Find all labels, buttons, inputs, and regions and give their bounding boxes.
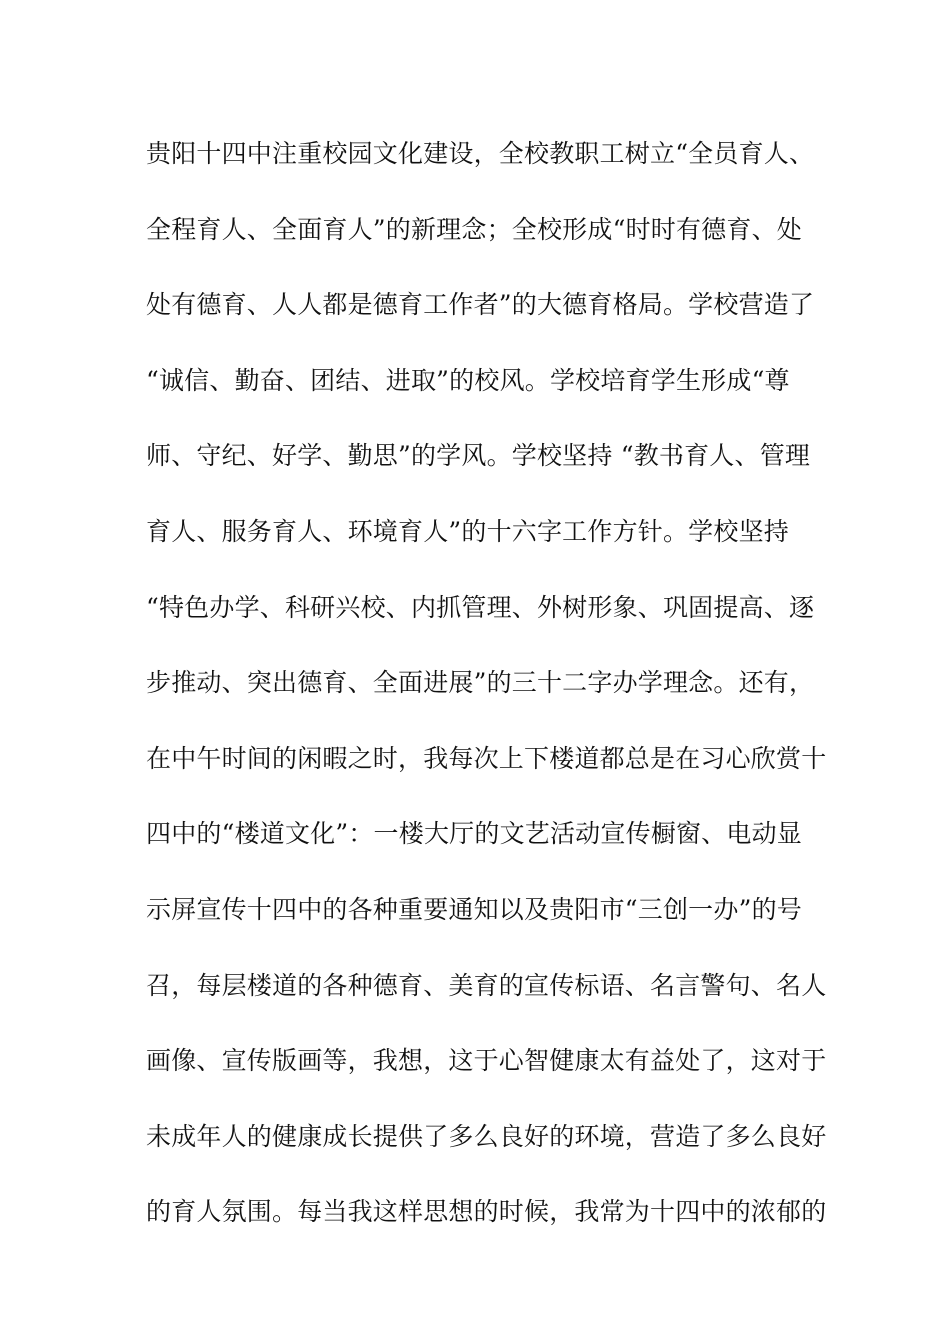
text-line: 示屏宣传十四中的各种重要通知以及贵阳市“三创一办”的号 — [146, 894, 802, 924]
text-line: 育人、服务育人、环境育人”的十六字工作方针。学校坚持 — [146, 516, 789, 546]
text-line: “诚信、勤奋、团结、进取”的校风。学校培育学生形成“尊 — [146, 365, 790, 395]
text-line: “特色办学、科研兴校、内抓管理、外树形象、巩固提高、逐 — [146, 592, 815, 622]
text-line: 贵阳十四中注重校园文化建设，全校教职工树立“全员育人、 — [146, 139, 815, 168]
text-line: 在中午时间的闲暇之时，我每次上下楼道都总是在习心欣赏十 — [146, 743, 827, 773]
text-line: 处有德育、人人都是德育工作者”的大德育格局。学校营造了 — [146, 290, 815, 320]
body-paragraph — [146, 126, 827, 1260]
text-line: 的育人氛围。每当我这样思想的时候，我常为十四中的浓郁的 — [146, 1197, 827, 1227]
text-line: 四中的“楼道文化”：一楼大厅的文艺活动宣传橱窗、电动显 — [146, 819, 802, 849]
text-line: 师、守纪、好学、勤思”的学风。学校坚持 “教书育人、管理 — [146, 441, 811, 471]
text-line: 全程育人、全面育人”的新理念；全校形成“时时有德育、处 — [146, 214, 802, 244]
text-line: 未成年人的健康成长提供了多么良好的环境，营造了多么良好 — [146, 1121, 827, 1151]
text-line: 画像、宣传版画等，我想，这于心智健康太有益处了，这对于 — [146, 1046, 827, 1076]
text-line: 步推动、突出德育、全面进展”的三十二字办学理念。还有， — [146, 668, 815, 698]
text-line: 召，每层楼道的各种德育、美育的宣传标语、名言警句、名人 — [146, 970, 827, 1000]
